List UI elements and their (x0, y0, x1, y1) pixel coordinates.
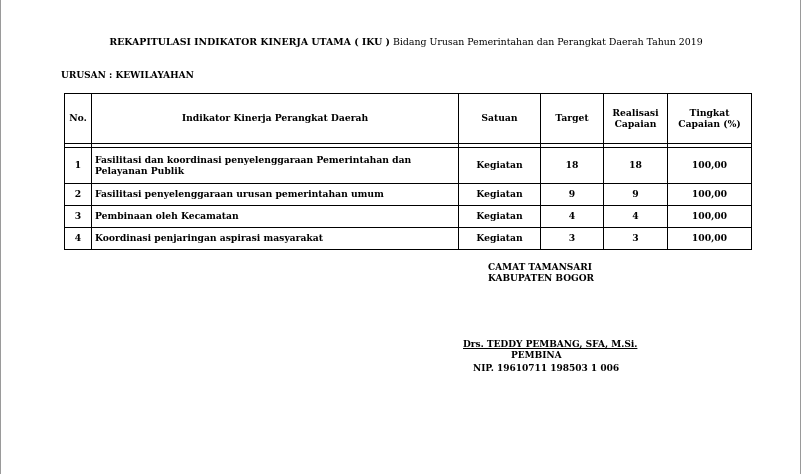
cell-capaian: 100,00 (668, 206, 752, 228)
cell-realisasi: 9 (604, 184, 668, 206)
document-title (61, 37, 751, 48)
office-line-1: CAMAT TAMANSARI (488, 263, 592, 273)
table-row (65, 184, 752, 206)
cell-realisasi: 3 (604, 228, 668, 250)
header-satuan: Satuan (459, 94, 541, 144)
cell-target: 9 (541, 184, 604, 206)
table-row (65, 228, 752, 250)
header-realisasi-line2: Capaian (614, 118, 657, 130)
header-target: Target (541, 94, 604, 144)
cell-no: 4 (65, 228, 92, 250)
iku-table (64, 93, 752, 250)
title-bold: REKAPITULASI INDIKATOR KINERJA UTAMA ( IKU ) (109, 37, 390, 48)
title-rest: Bidang Urusan Pemerintahan dan Perangkat Daerah Tahun 2019 (389, 37, 703, 48)
cell-indikator: Koordinasi penjaringan aspirasi masyarakat (92, 228, 459, 250)
cell-indikator: Fasilitasi dan koordinasi penyelenggaraan Pemerintahan dan Pelayanan Publik (92, 148, 459, 184)
cell-satuan: Kegiatan (459, 184, 541, 206)
header-realisasi (604, 94, 668, 144)
header-tingkat-line2: Capaian (%) (678, 118, 741, 130)
header-indikator: Indikator Kinerja Perangkat Daerah (92, 94, 459, 144)
header-tingkat (668, 94, 752, 144)
table-header-row (65, 94, 752, 144)
urusan-label: URUSAN : KEWILAYAHAN (61, 71, 194, 81)
signature-office (488, 263, 594, 285)
cell-target: 4 (541, 206, 604, 228)
table-row (65, 206, 752, 228)
cell-realisasi: 4 (604, 206, 668, 228)
cell-target: 18 (541, 148, 604, 184)
cell-capaian: 100,00 (668, 228, 752, 250)
cell-capaian: 100,00 (668, 148, 752, 184)
cell-no: 1 (65, 148, 92, 184)
office-line-2: KABUPATEN BOGOR (488, 274, 595, 284)
header-realisasi-line1: Realisasi (612, 107, 659, 119)
table-row (65, 148, 752, 184)
cell-satuan: Kegiatan (459, 228, 541, 250)
cell-indikator: Pembinaan oleh Kecamatan (92, 206, 459, 228)
cell-capaian: 100,00 (668, 184, 752, 206)
cell-target: 3 (541, 228, 604, 250)
cell-no: 3 (65, 206, 92, 228)
header-no: No. (65, 94, 92, 144)
signatory-nip: NIP. 19610711 198503 1 006 (473, 364, 620, 374)
cell-no: 2 (65, 184, 92, 206)
cell-satuan: Kegiatan (459, 206, 541, 228)
header-tingkat-line1: Tingkat (689, 107, 730, 119)
cell-indikator: Fasilitasi penyelenggaraan urusan pemerintahan umum (92, 184, 459, 206)
cell-realisasi: 18 (604, 148, 668, 184)
cell-satuan: Kegiatan (459, 148, 541, 184)
signatory-position: PEMBINA (511, 351, 562, 361)
signatory-name: Drs. TEDDY PEMBANG, SFA, M.Si. (463, 340, 638, 350)
